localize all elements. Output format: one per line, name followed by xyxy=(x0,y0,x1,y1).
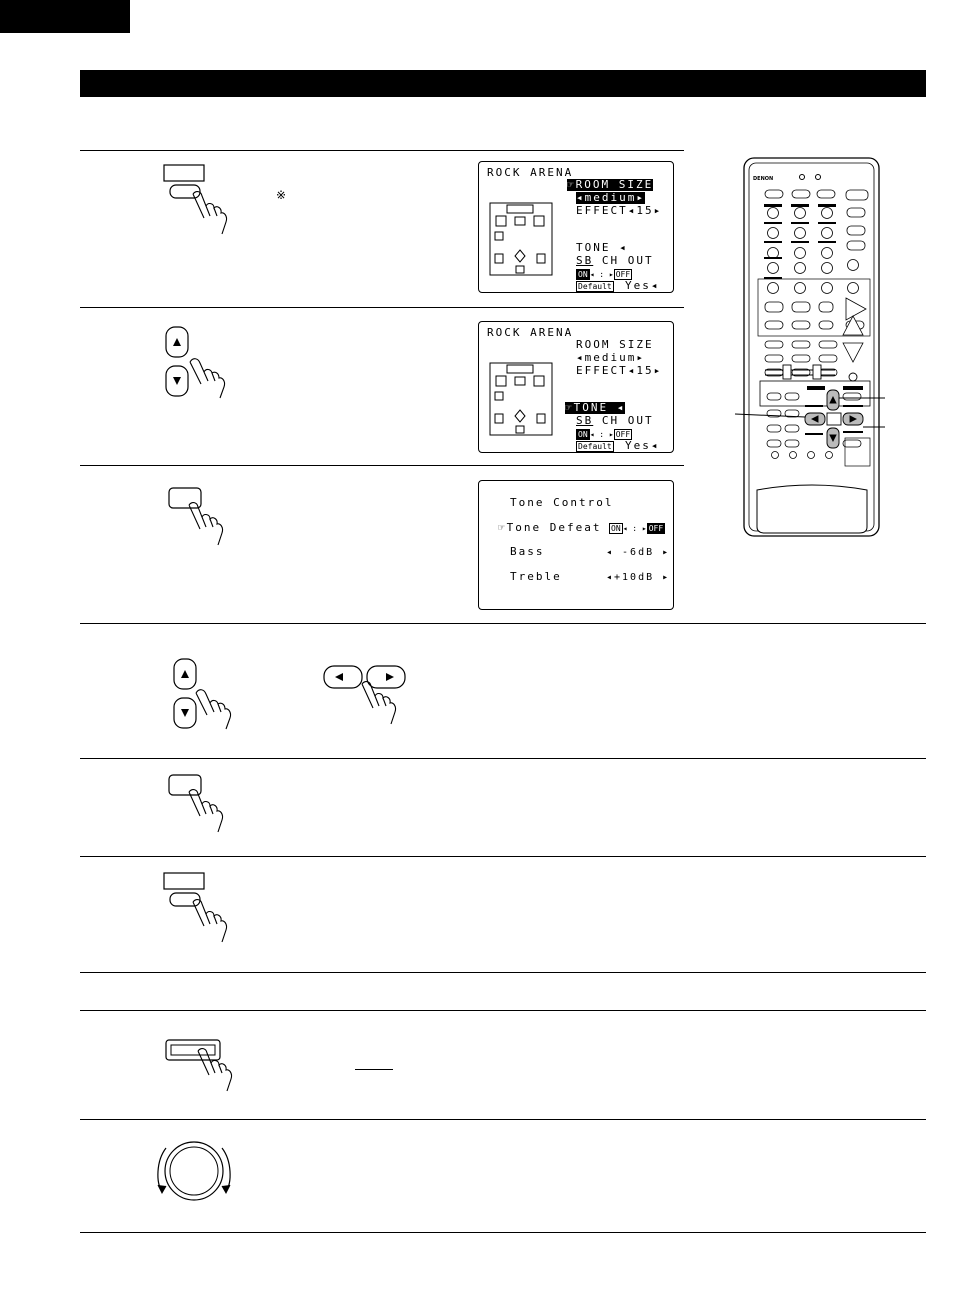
osd-on: ON xyxy=(611,524,621,533)
rule-step-b2 xyxy=(80,1119,926,1120)
speaker-layout-icon xyxy=(489,362,559,442)
osd-off: OFF xyxy=(615,430,631,439)
osd-room-value: ◂medium▸ xyxy=(576,191,645,204)
osd-default: Default xyxy=(578,282,612,291)
osd-tone-defeat: ☞Tone Defeat xyxy=(498,521,602,534)
osd-on: ON xyxy=(578,430,588,439)
osd-treble: Treble xyxy=(510,570,562,583)
osd-title: ROCK ARENA xyxy=(487,166,574,179)
osd-sb: SB xyxy=(576,414,594,427)
enter-button-press-icon xyxy=(165,485,245,555)
page-corner-tab xyxy=(0,0,130,33)
rule-section-2 xyxy=(80,972,926,973)
osd-tone: TONE ◂ xyxy=(576,241,628,254)
osd-arrows: ◂ : ▸ xyxy=(589,270,614,279)
speaker-layout-icon xyxy=(489,202,559,282)
cursor-left-right-press-icon xyxy=(320,664,415,734)
osd-yes: Yes◂ xyxy=(625,279,660,292)
osd-sb: SB xyxy=(576,254,594,267)
section-header-bar xyxy=(80,70,926,97)
rule-step-5 xyxy=(80,758,926,759)
rule-step-b1 xyxy=(80,1010,926,1011)
osd-arrows: ◂ : ▸ xyxy=(622,524,647,533)
menu-button-press-icon xyxy=(160,162,250,242)
note-mark: ※ xyxy=(276,188,287,202)
osd-on: ON xyxy=(578,270,588,279)
rule-step-6 xyxy=(80,856,926,857)
osd-title: ROCK ARENA xyxy=(487,326,574,339)
rule-step-2 xyxy=(80,307,684,308)
osd-screen-tone-control xyxy=(478,480,674,610)
osd-room-value: ◂medium▸ xyxy=(576,351,645,364)
osd-ch-out: CH OUT xyxy=(593,414,654,427)
osd-effect: EFFECT◂15▸ xyxy=(576,364,663,377)
osd-off: OFF xyxy=(648,524,664,533)
osd-tone-control-title: Tone Control xyxy=(510,496,614,509)
rule-step-4 xyxy=(80,623,926,624)
rule-bottom xyxy=(80,1232,926,1233)
rule-step-1 xyxy=(80,150,684,151)
osd-off: OFF xyxy=(615,270,631,279)
osd-bass: Bass xyxy=(510,545,545,558)
remote-control-illustration xyxy=(735,155,895,540)
wide-button-press-icon xyxy=(162,1037,252,1107)
osd-room-size: ☞ROOM SIZE xyxy=(567,178,654,191)
osd-screen-rock-arena-2 xyxy=(478,321,674,453)
osd-effect: EFFECT◂15▸ xyxy=(576,204,663,217)
osd-screen-rock-arena-1 xyxy=(478,161,674,293)
osd-default: Default xyxy=(578,442,612,451)
menu-button-press-icon xyxy=(160,870,250,950)
remote-brand: DENON xyxy=(753,176,774,182)
enter-button-press-icon xyxy=(165,772,245,842)
cursor-up-down-press-icon xyxy=(160,655,240,735)
cursor-up-down-press-icon xyxy=(160,322,240,402)
osd-arrows: ◂ : ▸ xyxy=(589,430,614,439)
underline-mark xyxy=(355,1069,393,1070)
osd-tone: ☞TONE ◂ xyxy=(565,401,626,414)
osd-treble-value: ◂+10dB ▸ xyxy=(606,572,671,583)
osd-bass-value: ◂ -6dB ▸ xyxy=(606,547,671,558)
rule-step-3 xyxy=(80,465,684,466)
osd-yes: Yes◂ xyxy=(625,439,660,452)
osd-ch-out: CH OUT xyxy=(593,254,654,267)
osd-room-size: ROOM SIZE xyxy=(576,338,654,351)
volume-knob-icon xyxy=(152,1133,242,1213)
